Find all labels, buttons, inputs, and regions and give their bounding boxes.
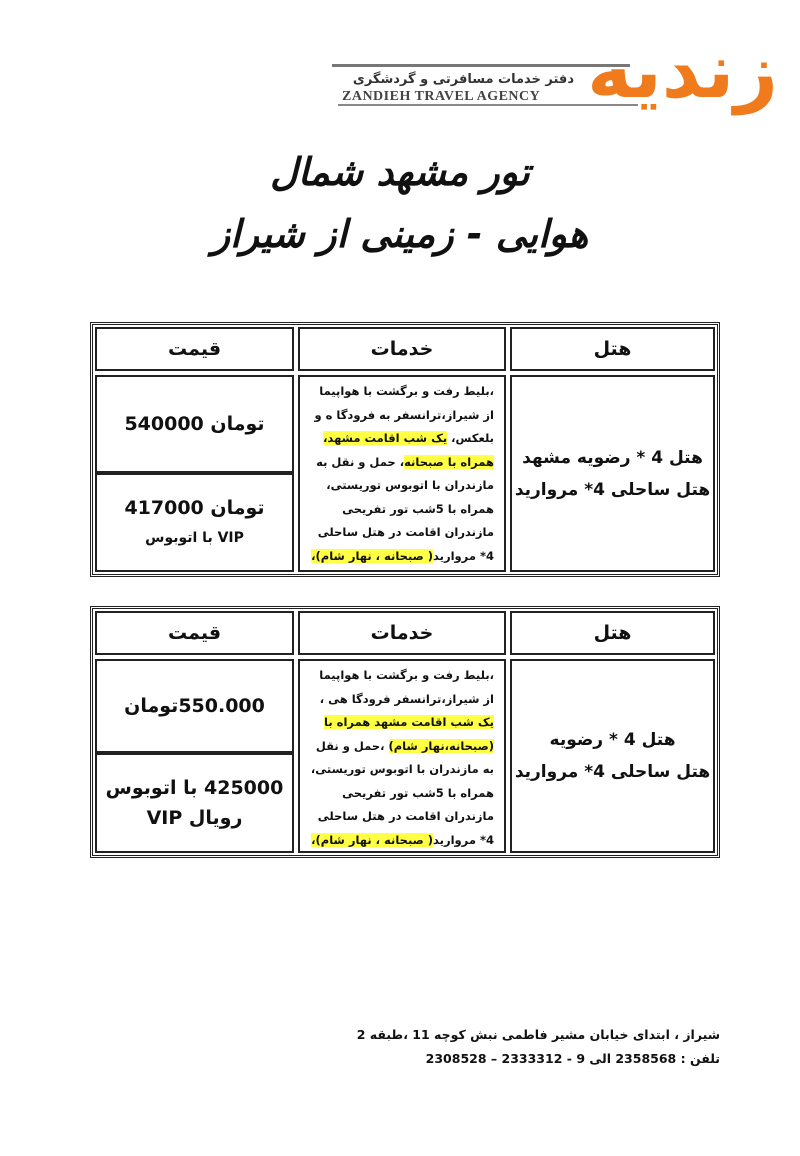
hotel-line: هتل ساحلی 4* مروارید	[514, 479, 711, 500]
logo-brand-name: زندیه	[587, 26, 778, 115]
hotel-line: هتل 4 * رضویه	[549, 730, 676, 750]
page-title: تور مشهد شمال	[270, 150, 530, 194]
services-highlight: یک شب اقامت مشهد همراه با (صبحانه،نهار شام)	[324, 715, 494, 753]
header-hotel: هتل	[510, 611, 715, 655]
logo-english-name: ZANDIEH TRAVEL AGENCY	[342, 89, 541, 104]
logo-subtitle: دفتر خدمات مسافرتی و گردشگری	[352, 72, 574, 87]
price-cell	[95, 753, 294, 853]
footer-phone: تلفن : 2358568 الی 9 - 2333312 – 2308528	[425, 1051, 720, 1066]
footer-address: شیراز ، ابتدای خیابان مشیر فاطمی نبش کوچه 11 ،طبقه 2	[356, 1027, 720, 1042]
price-cell	[95, 659, 294, 753]
header-services: خدمات	[298, 327, 506, 371]
price-cell	[95, 473, 294, 572]
page-subtitle: هوایی - زمینی از شیراز	[211, 212, 589, 256]
price-value: 550.000تومان	[124, 695, 265, 717]
price-value: تومان 417000	[124, 496, 265, 519]
services-highlight: یک شب اقامت مشهد، همراه با صبحانه	[323, 431, 494, 469]
hotel-line: هتل 4 * رضویه مشهد	[522, 447, 703, 468]
price-cell	[95, 375, 294, 473]
hotel-cell	[510, 659, 715, 853]
header-hotel: هتل	[510, 327, 715, 371]
agency-logo	[332, 18, 778, 126]
services-cell	[298, 375, 506, 572]
price-value: 425000 با اتوبوس	[105, 777, 284, 799]
price-value: تومان 540000	[124, 413, 265, 435]
services-text: ،بلیط رفت و برگشت با هواپیما از شیراز،ترانسفر فرودگا هی ،	[319, 668, 494, 706]
price-note: رویال VIP	[146, 807, 243, 829]
tour-table-1	[90, 322, 720, 577]
hotel-cell	[510, 375, 715, 572]
header-services: خدمات	[298, 611, 506, 655]
services-text: ،بلیط رفت و برگشت با هواپیما از شیراز،ترانسفر به فرودگا ه و بلعکس،	[314, 384, 494, 445]
tour-table-2	[90, 606, 720, 858]
price-note: VIP با اتوبوس	[145, 529, 244, 546]
services-highlight: ( صبحانه ، نهار شام)،	[311, 548, 434, 563]
header-price: قیمت	[95, 327, 294, 371]
services-text: ، حمل و نقل به مازندران با اتوبوس توریستی، همراه با 5شب تور تفریحی مازندران اقامت در هتل ساحلی 4* مروارید	[316, 454, 494, 563]
header-price: قیمت	[95, 611, 294, 655]
services-text: ،حمل و نقل به مازندران با اتوبوس توریستی، همراه با 5شب تور تفریحی مازندران اقامت در هتل ساحلی 4* مروارید	[310, 738, 494, 847]
services-cell	[298, 659, 506, 853]
hotel-line: هتل ساحلی 4* مروارید	[514, 762, 711, 782]
services-highlight: ( صبحانه ، نهار شام)،	[311, 832, 434, 847]
